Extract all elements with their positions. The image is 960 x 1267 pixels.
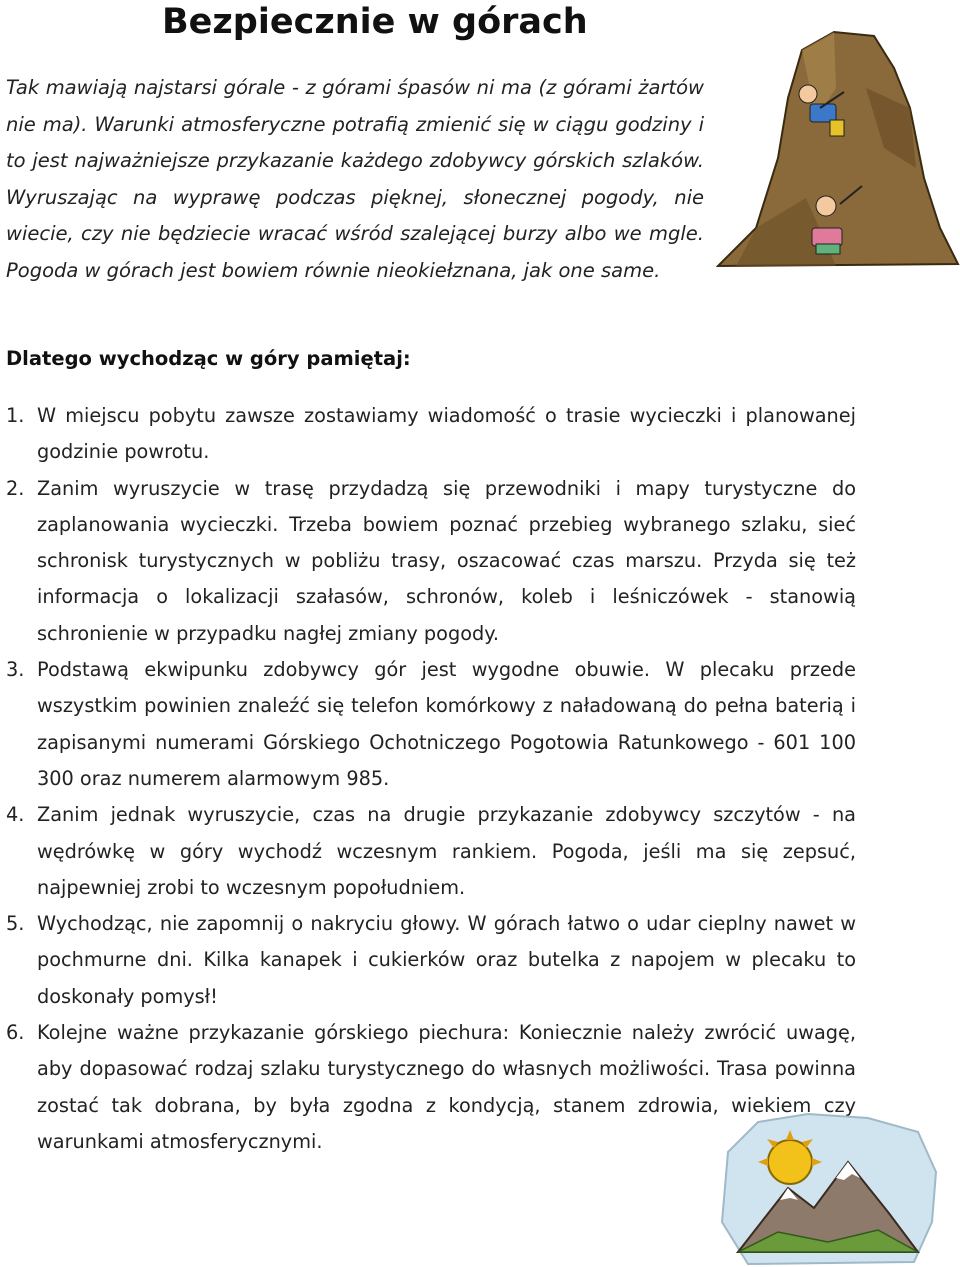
list-item (6, 797, 856, 906)
intro-paragraph: Tak mawiają najstarsi górale - z górami śpasów ni ma (z górami żartów nie ma). Warunki atmosferyczne potrafią zmienić się w ciągu godziny i to jest najważniejsze przykazanie każdego zdobywcy górskich szlaków. Wyruszając na wyprawę podczas pięknej, słonecznej pogody, nie wiecie, czy nie będziecie wracać wśród szalejącej burzy albo we mgle. Pogoda w górach jest bowiem równie nieokiełznana, jak one same. (6, 76, 704, 282)
climbers-illustration (716, 28, 960, 274)
list-item-number: 1. (6, 404, 25, 427)
mountains-illustration (718, 1112, 940, 1267)
list-item-number: 5. (6, 912, 25, 936)
page-title: Bezpiecznie w górach (162, 2, 588, 42)
list-item-text: Podstawą ekwipunku zdobywcy gór jest wygodne obuwie. W plecaku przede wszystkim powinien znaleźć się telefon komórkowy z naładowaną do pełna baterią i zapisanymi numerami Górskiego Ochotniczego Pogotowia Ratunkowego - 601 100 300 oraz numerem alarmowym 985. (37, 658, 856, 790)
rules-list (6, 398, 856, 1160)
list-item (6, 906, 856, 1015)
list-item (6, 471, 856, 652)
section-heading: Dlatego wychodząc w góry pamiętaj: (6, 347, 411, 370)
list-item-text: Wychodząc, nie zapomnij o nakryciu głowy. W górach łatwo o udar cieplny nawet w pochmurne dni. Kilka kanapek i cukierków oraz butelka z napojem w plecaku to doskonały pomysł! (37, 912, 856, 1008)
list-item-number: 4. (6, 803, 25, 827)
list-item (6, 398, 856, 471)
list-item (6, 652, 856, 797)
list-item-number: 3. (6, 658, 25, 682)
list-item-text: Zanim jednak wyruszycie, czas na drugie przykazanie zdobywcy szczytów - na wędrówkę w góry wychodź wczesnym rankiem. Pogoda, jeśli ma się zepsuć, najpewniej zrobi to wczesnym popołudniem. (37, 803, 856, 899)
list-item-text: W miejscu pobytu zawsze zostawiamy wiadomość o trasie wycieczki i planowanej godzinie powrotu. (37, 404, 856, 464)
list-item-text: Kolejne ważne przykazanie górskiego piechura: Koniecznie należy zwrócić uwagę, aby dopasować rodzaj szlaku turystycznego do własnych możliwości. Trasa powinna zostać tak dobrana, by była zgodna z kondycją, stanem zdrowia, wiekiem czy warunkami atmosferycznymi. (37, 1021, 856, 1153)
list-item-number: 6. (6, 1021, 25, 1045)
list-item-number: 2. (6, 476, 25, 500)
list-item-text: Zanim wyruszycie w trasę przydadzą się przewodniki i mapy turystyczne do zaplanowania wycieczki. Trzeba bowiem poznać przebieg wybranego szlaku, sieć schronisk turystycznych w pobliżu trasy, oszacować czas marszu. Przyda się też informacja o lokalizacji szałasów, schronów, koleb i leśniczówek - stanowią schronienie w przypadku nagłej zmiany pogody. (37, 476, 856, 645)
